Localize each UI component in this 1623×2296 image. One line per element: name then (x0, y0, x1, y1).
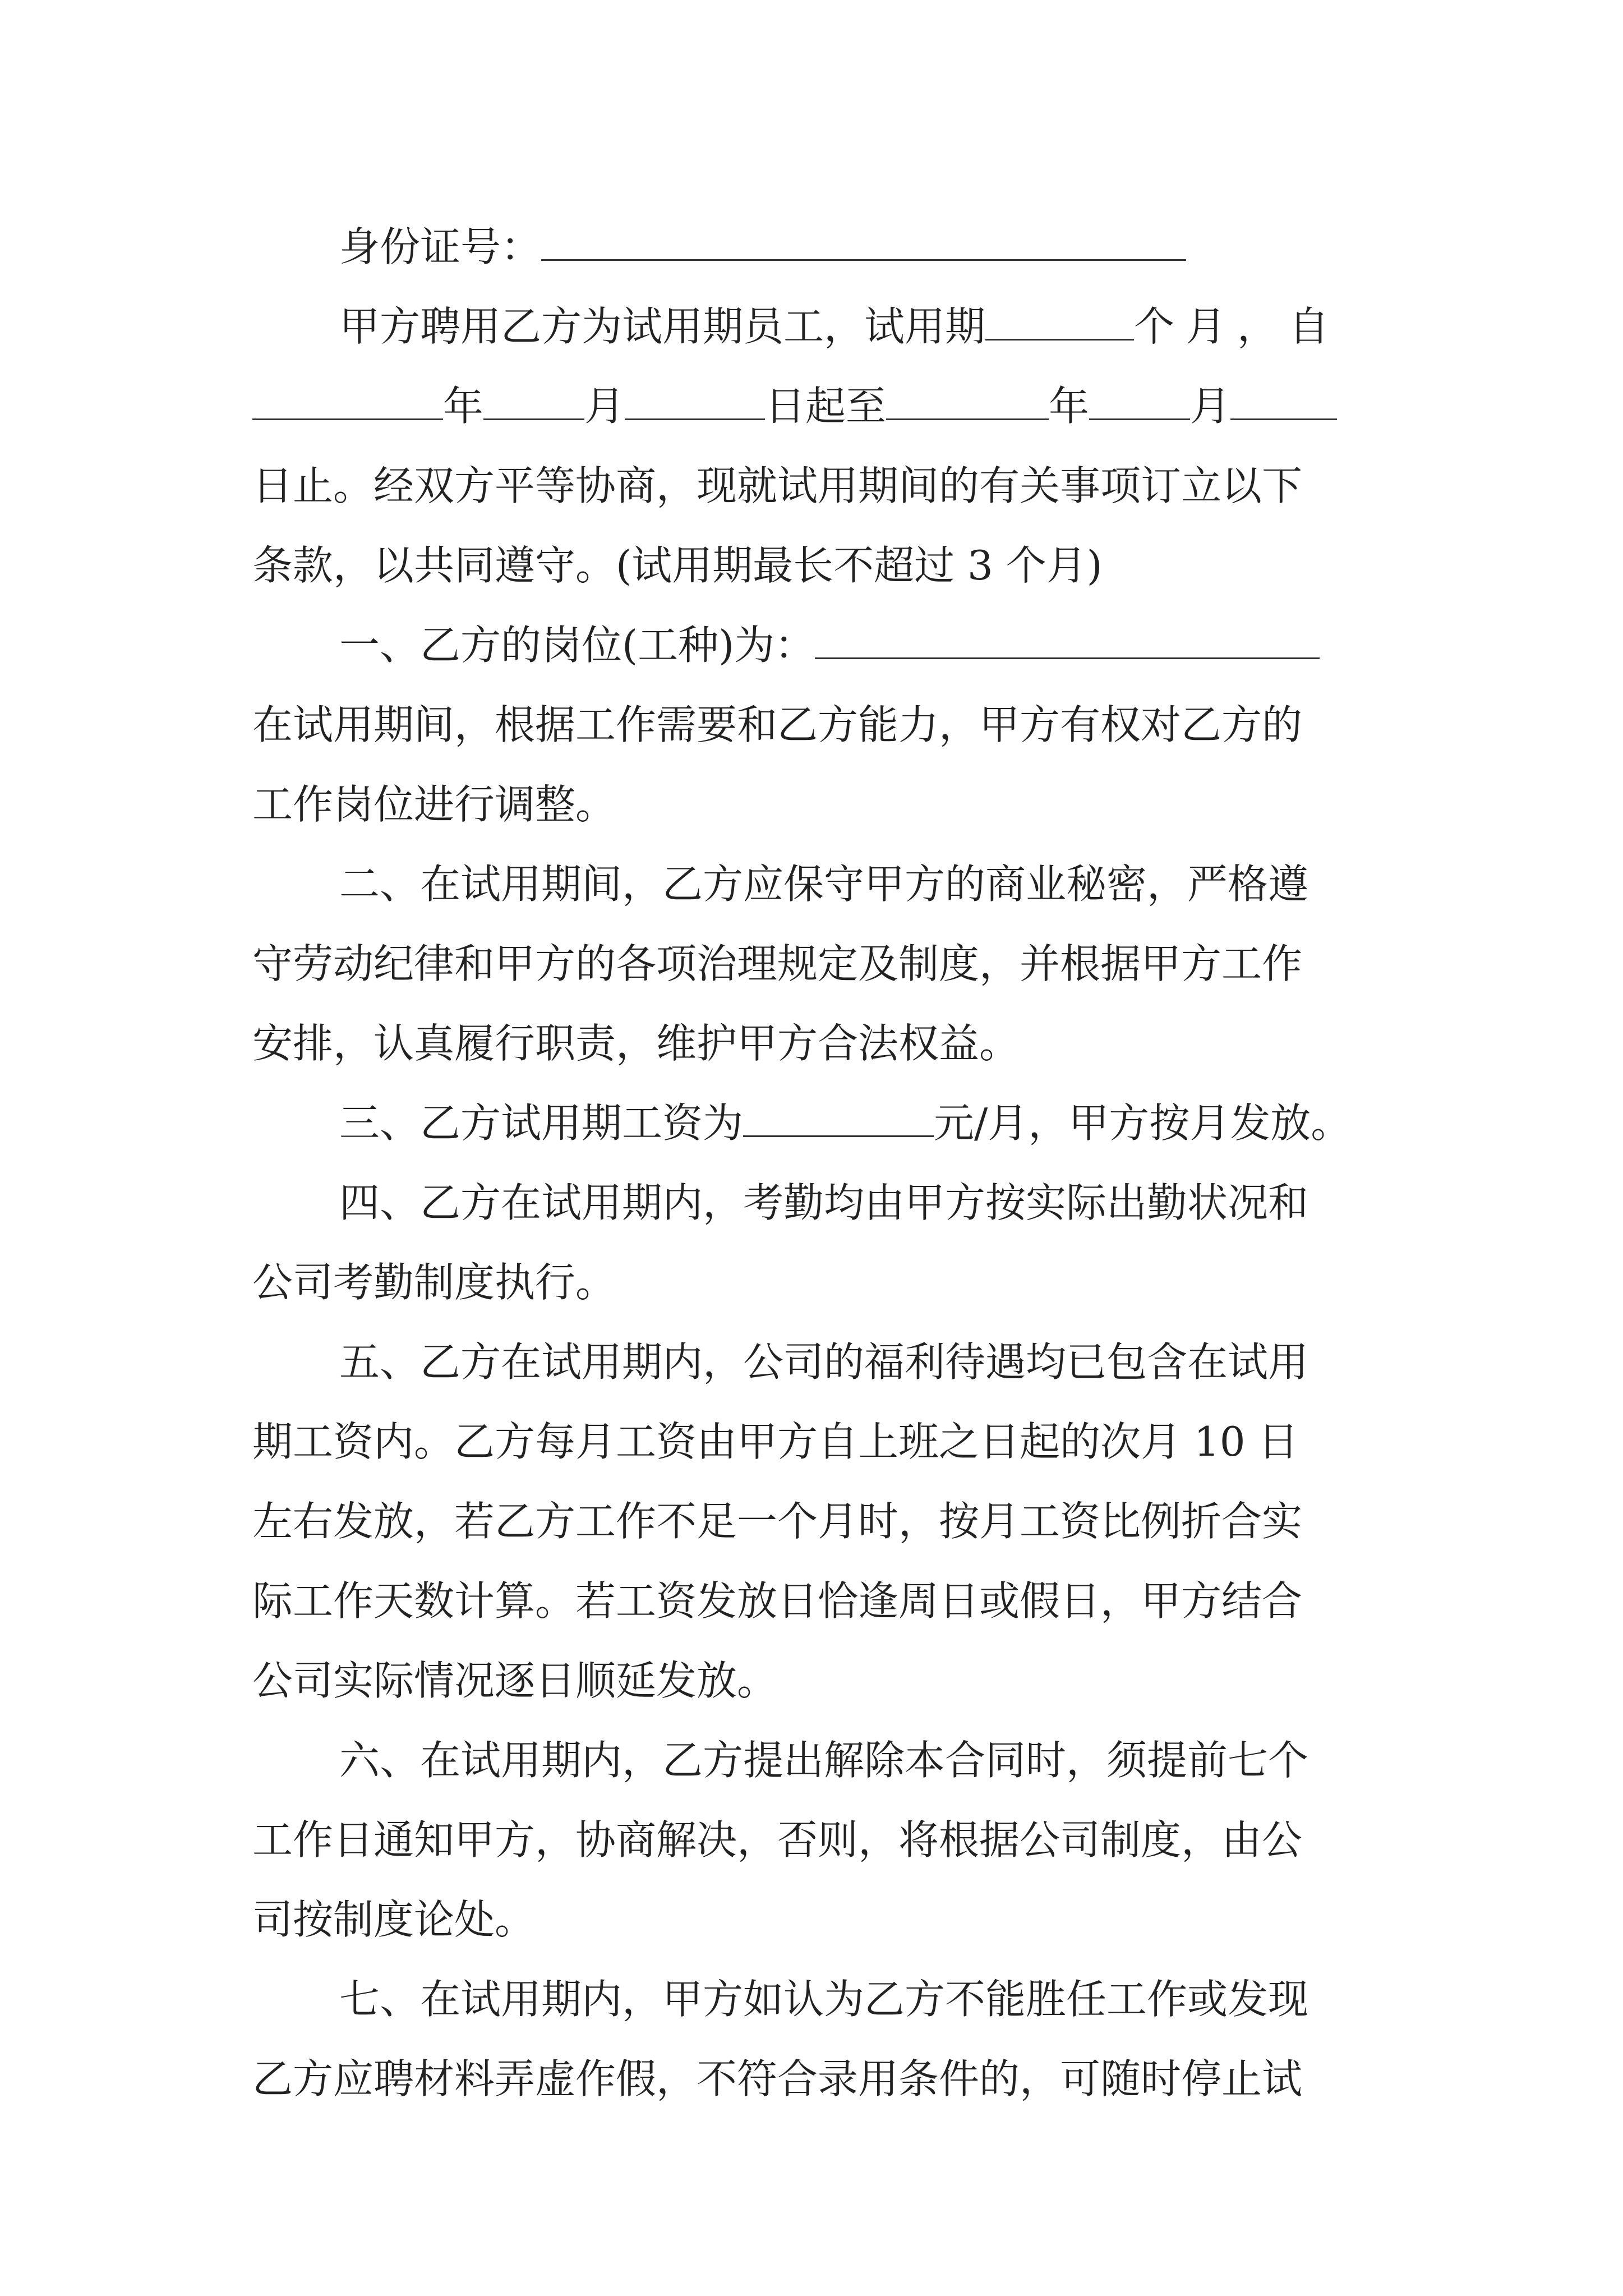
paragraph-line: 左右发放，若乙方工作不足一个月时，按月工资比例折合实 (252, 1498, 1303, 1545)
clause-1-label: 一、乙方的岗位(工种)为： (339, 622, 815, 669)
probation-intro-text: 甲方聘用乙方为试用期员工，试用期 (339, 303, 986, 350)
paragraph-line: 守劳动纪律和甲方的各项治理规定及制度，并根据甲方工作 (252, 940, 1303, 987)
start-month-blank (483, 379, 584, 420)
position-blank (815, 618, 1320, 659)
end-year-blank (886, 379, 1049, 420)
paragraph-line: 工作岗位进行调整。 (252, 781, 616, 828)
probation-months-suffix: 个月，自 (1134, 303, 1341, 350)
start-month-label: 月 (584, 383, 625, 430)
start-day-blank (625, 379, 765, 420)
salary-blank (743, 1096, 934, 1137)
paragraph-line: 期工资内。乙方每月工资由甲方自上班之日起的次月 10 日 (252, 1418, 1299, 1465)
date-range-line (252, 372, 1374, 440)
clause-3-line (339, 1089, 1374, 1157)
paragraph-line: 工作日通知甲方，协商解决，否则，将根据公司制度，由公 (252, 1816, 1303, 1864)
probation-months-blank (985, 300, 1134, 341)
paragraph-line: 四、乙方在试用期内，考勤均由甲方按实际出勤状况和 (339, 1179, 1309, 1226)
start-year-label: 年 (443, 383, 484, 430)
paragraph-line: 在试用期间，根据工作需要和乙方能力，甲方有权对乙方的 (252, 701, 1303, 748)
paragraph-line: 二、在试用期间，乙方应保守甲方的商业秘密，严格遵 (339, 861, 1309, 908)
id-number-blank (541, 220, 1186, 261)
paragraph-line: 际工作天数计算。若工资发放日恰逢周日或假日，甲方结合 (252, 1577, 1303, 1625)
salary-label: 三、乙方试用期工资为 (339, 1099, 744, 1147)
paragraph-line: 安排，认真履行职责，维护甲方合法权益。 (252, 1020, 1020, 1067)
end-year-label: 年 (1049, 383, 1090, 430)
paragraph-line: 七、在试用期内，甲方如认为乙方不能胜任工作或发现 (339, 1976, 1309, 2023)
paragraph-line: 五、乙方在试用期内，公司的福利待遇均已包含在试用 (339, 1338, 1309, 1386)
start-year-blank (252, 379, 443, 420)
paragraph-line: 公司实际情况逐日顺延发放。 (252, 1657, 778, 1704)
clause-1-heading (339, 611, 1374, 679)
end-month-label: 月 (1190, 383, 1231, 430)
paragraph-line: 条款，以共同遵守。(试用期最长不超过 3 个月) (252, 542, 1103, 589)
paragraph-line: 乙方应聘材料弄虚作假，不符合录用条件的，可随时停止试 (252, 2055, 1303, 2102)
id-number-label: 身份证号： (339, 223, 542, 270)
end-month-blank (1089, 379, 1190, 420)
paragraph-line: 司按制度论处。 (252, 1896, 536, 1943)
paragraph-line: 六、在试用期内，乙方提出解除本合同时，须提前七个 (339, 1737, 1309, 1784)
paragraph-line (339, 293, 1374, 360)
salary-suffix: 元/月，甲方按月发放。 (934, 1099, 1352, 1147)
paragraph-line: 日止。经双方平等协商，现就试用期间的有关事项订立以下 (252, 462, 1303, 509)
paragraph-line: 公司考勤制度执行。 (252, 1259, 616, 1306)
end-day-blank (1230, 379, 1337, 420)
id-number-line (339, 213, 1374, 280)
start-to-label: 日起至 (765, 383, 887, 430)
